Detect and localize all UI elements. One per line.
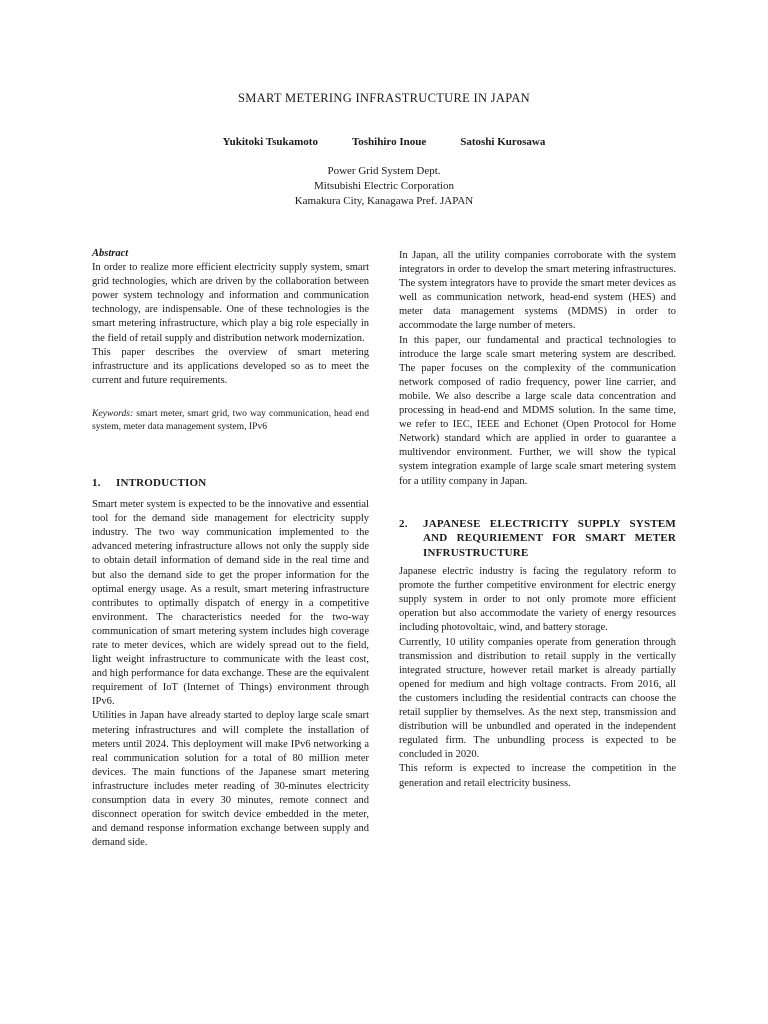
keywords-label: Keywords: bbox=[92, 407, 134, 419]
section-heading bbox=[92, 476, 369, 490]
author-name: Yukitoki Tsukamoto bbox=[222, 136, 318, 148]
abstract-heading: Abstract bbox=[92, 248, 129, 259]
left-column bbox=[92, 247, 369, 850]
section-number: 2. bbox=[399, 517, 408, 530]
affiliation-block bbox=[0, 164, 768, 209]
section-title: JAPANESE ELECTRICITY SUPPLY SYSTEM AND REQURIEMENT FOR SMART METER INFRUSTRUCTURE bbox=[423, 517, 676, 559]
body-paragraph: This reform is expected to increase the competition in the generation and retail electricity business. bbox=[399, 763, 676, 789]
keywords bbox=[92, 407, 369, 433]
body-paragraph: In Japan, all the utility companies corroborate with the system integrators in order to develop the smart metering infrastructures. The system integrators have to provide the smart meter devices as well as communication network, head-end system (HES) and meter data management systems (MDMS) in order to accommodate the large number of meters. bbox=[399, 250, 676, 332]
author-name: Satoshi Kurosawa bbox=[460, 136, 546, 148]
abstract-paragraph: In order to realize more efficient electricity supply system, smart grid technologies, which are driven by the collaboration between power system technology and information and communication technology, are indispensable. One of these technologies is the smart metering infrastructure, which play a big role especially in the field of retail supply and distribution network modernization. bbox=[92, 262, 369, 344]
affiliation-line: Kamakura City, Kanagawa Pref. JAPAN bbox=[294, 195, 474, 207]
body-paragraph: Utilities in Japan have already started to deploy large scale smart metering infrastructures and will complete the installation of meters until 2024. This deployment will make IPv6 networking a real communication solution for a total of 80 million meter devices. The main functions of the Japanese smart metering infrastructure includes meter reading of 30-minutes electricity consumption data in every 30 minutes, remote connect and disconnect operation for switch device embedded in the meter, and demand response information exchange between supply and demand side. bbox=[92, 710, 369, 849]
body-paragraph: Smart meter system is expected to be the innovative and essential tool for the demand side management for electricity supply industry. The two way communication implemented to the advanced metering infrastructure allows not only the supply side to obtain detail information of demand side in the real time and but also the demand side to get the proper information for the optimal energy usage. As a result, smart metering infrastructure contributes to optimally dispatch of energy in a competitive environment. The characteristics needed for the two-way communication of smart metering system includes high coverage rate to meter devices, which are widely spread out to the field, light weight infrastructure to communicate with the least cost, and high performance for data exchange. These are the equivalent requirement of IoT (Internet of Things) environment through IPv6. bbox=[92, 499, 369, 708]
affiliation-line: Power Grid System Dept. bbox=[327, 165, 441, 177]
section-heading bbox=[399, 517, 676, 561]
section-number: 1. bbox=[92, 476, 101, 489]
section-title: INTRODUCTION bbox=[116, 476, 207, 489]
paper-title: SMART METERING INFRASTRUCTURE IN JAPAN bbox=[238, 91, 530, 105]
body-paragraph: Currently, 10 utility companies operate from generation through transmission and distribution to retail supply in the vertically integrated structure, however retail market is already partially opened for medium and high voltage contracts. From 2016, all the customers including the residential contracts can choose the retail supplier by themselves. As the next step, transmission and distribution will be unbundled and operated in the independent regulated firm. The unbundling process is expected to be concluded in 2020. bbox=[399, 636, 676, 761]
body-paragraph: Japanese electric industry is facing the regulatory reform to promote the further competitive environment for electric energy supply system in order to not only promote more efficient operation but also accommodate the variety of energy resources including photovoltaic, wind, and battery storage. bbox=[399, 566, 676, 634]
abstract-paragraph: This paper describes the overview of smart metering infrastructure and its applications developed so as to meet the current and future requirements. bbox=[92, 346, 369, 386]
author-list bbox=[0, 136, 768, 148]
body-paragraph: In this paper, our fundamental and practical technologies to introduce the large scale smart metering system are described. The paper focuses on the complexity of the communication network composed of radio frequency, power line carrier, and mobile. We also describe a large scale data concentration and processing in head-end and MDMS solution. In the same time, we refer to IEC, IEEE and Echonet (Open Protocol for Home Network) standard which are applied in order to guarantee a multivendor environment. Further, we will show the typical system integration example of large scale smart metering system for a utility company in Japan. bbox=[399, 334, 676, 487]
right-column bbox=[399, 249, 676, 791]
affiliation-line: Mitsubishi Electric Corporation bbox=[314, 180, 454, 192]
keywords-text: smart meter, smart grid, two way communication, head end system, meter data management system, IPv6 bbox=[92, 407, 369, 432]
author-name: Toshihiro Inoue bbox=[351, 136, 427, 148]
